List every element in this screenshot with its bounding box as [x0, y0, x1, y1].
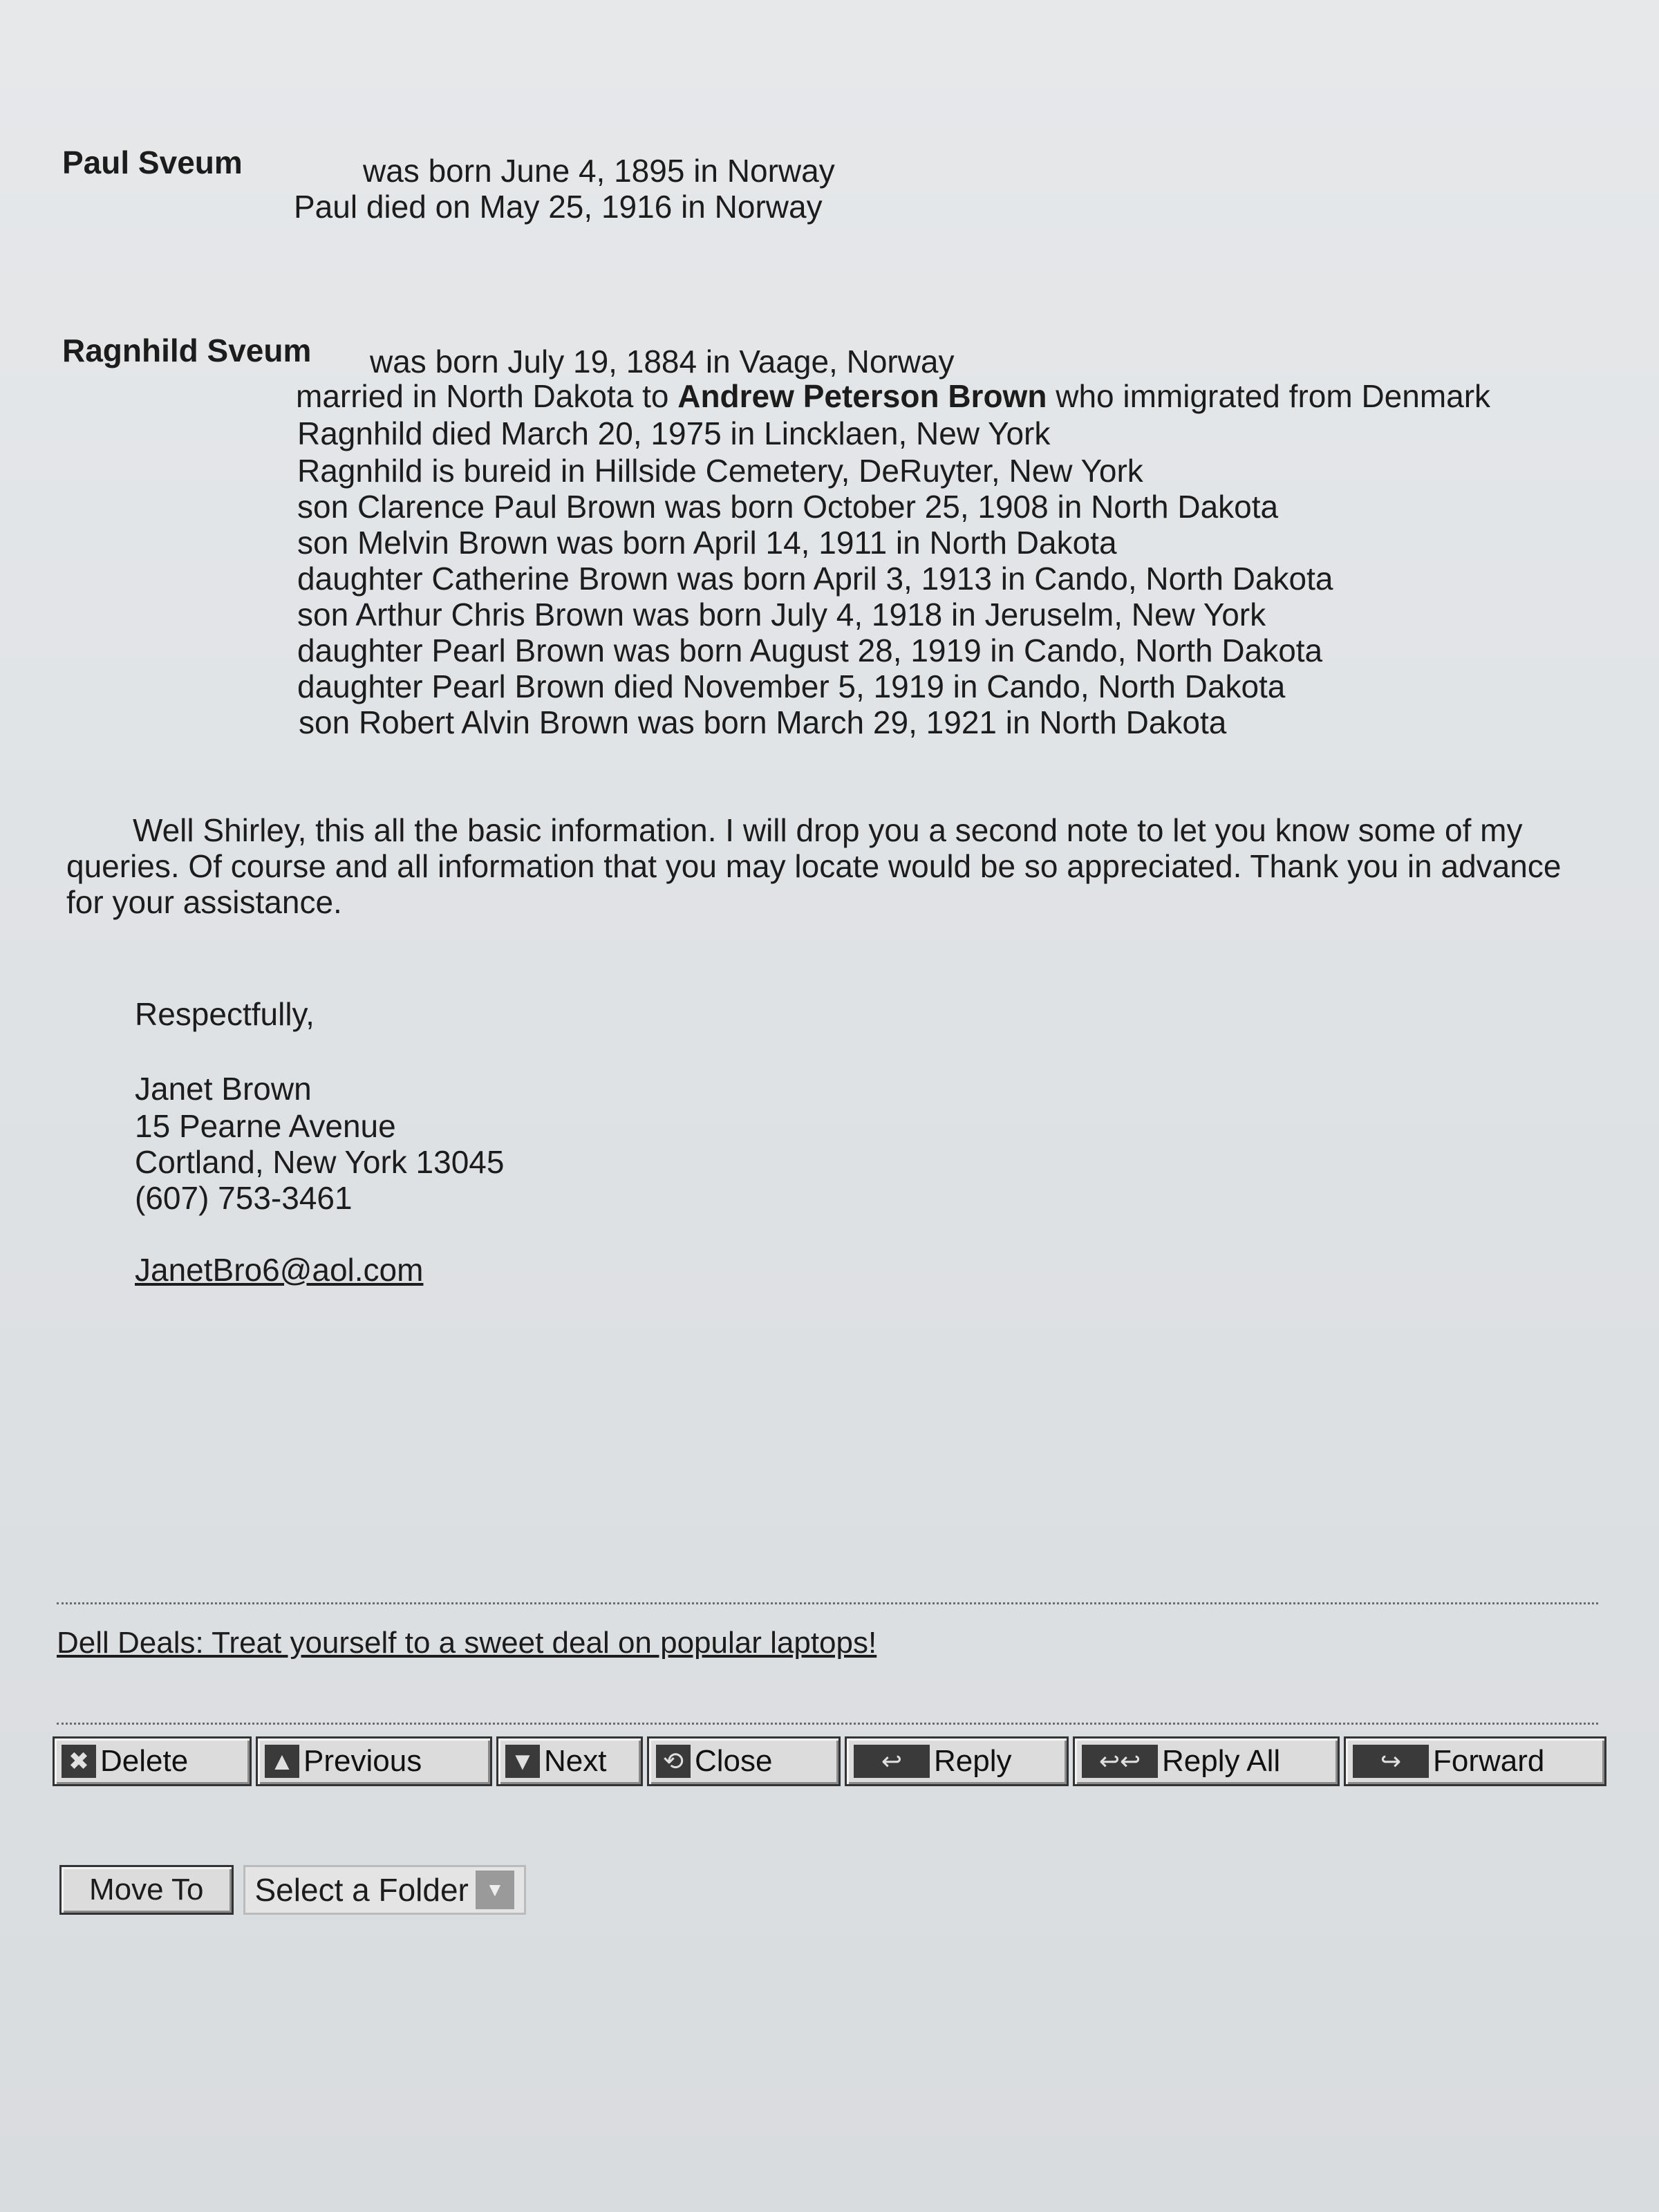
divider: [57, 1602, 1598, 1604]
previous-button-label: Previous: [303, 1744, 422, 1778]
up-arrow-icon: ▲: [265, 1745, 299, 1778]
ad-link[interactable]: Dell Deals: Treat yourself to a sweet deal on popular laptops!: [57, 1626, 877, 1660]
person-name-paul: Paul Sveum: [62, 144, 243, 180]
person-name-ragnhild: Ragnhild Sveum: [62, 332, 312, 368]
forward-button[interactable]: [1344, 1736, 1606, 1786]
close-button[interactable]: [647, 1736, 841, 1786]
reply-arrow-icon: ↩: [854, 1745, 930, 1778]
married-suffix: who immigrated from Denmark: [1056, 378, 1491, 414]
forward-arrow-icon: ↪: [1353, 1745, 1429, 1778]
ragnhild-detail-line: son Arthur Chris Brown was born July 4, 1918 in Jeruselm, New York: [297, 597, 1266, 632]
divider: [57, 1723, 1598, 1725]
dropdown-arrow-icon: ▼: [476, 1871, 514, 1909]
message-paragraph: [66, 812, 1601, 920]
ragnhild-born-line: was born July 19, 1884 in Vaage, Norway: [370, 344, 955, 379]
message-text: Well Shirley, this all the basic information. I will drop you a second note to let you know some of my queries. Of course and all information that you may locate would be so appreciated. Thank you in advance for your assistance.: [66, 812, 1562, 920]
next-button-label: Next: [544, 1744, 607, 1778]
signature-city: Cortland, New York 13045: [135, 1144, 505, 1180]
close-button-label: Close: [695, 1744, 773, 1778]
folder-select-value: Select a Folder: [254, 1872, 469, 1908]
previous-button[interactable]: [256, 1736, 492, 1786]
signature-name: Janet Brown: [135, 1071, 312, 1107]
move-to-button[interactable]: Move To: [59, 1865, 234, 1915]
folder-select[interactable]: [243, 1865, 526, 1915]
married-prefix: married in North Dakota to: [296, 378, 669, 414]
forward-button-label: Forward: [1433, 1744, 1545, 1778]
ragnhild-detail-line: Ragnhild is bureid in Hillside Cemetery, DeRuyter, New York: [297, 453, 1143, 489]
signature-phone: (607) 753-3461: [135, 1180, 353, 1216]
paul-died-line: Paul died on May 25, 1916 in Norway: [294, 189, 823, 225]
delete-button[interactable]: [53, 1736, 252, 1786]
reply-button[interactable]: [845, 1736, 1069, 1786]
reply-all-button-label: Reply All: [1162, 1744, 1281, 1778]
ragnhild-detail-line: son Melvin Brown was born April 14, 1911 in North Dakota: [297, 525, 1117, 561]
close-window-icon: ⟲: [656, 1745, 691, 1778]
ragnhild-detail-line: son Robert Alvin Brown was born March 29, 1921 in North Dakota: [299, 704, 1227, 740]
move-to-bar: [59, 1865, 526, 1915]
ragnhild-detail-line: daughter Pearl Brown was born August 28, 1919 in Cando, North Dakota: [297, 632, 1323, 668]
delete-button-label: Delete: [100, 1744, 189, 1778]
next-button[interactable]: [496, 1736, 643, 1786]
ragnhild-detail-line: daughter Catherine Brown was born April 3, 1913 in Cando, North Dakota: [297, 561, 1333, 597]
ragnhild-detail-line: Ragnhild died March 20, 1975 in Lincklaen, New York: [297, 415, 1051, 451]
signature-email-link[interactable]: JanetBro6@aol.com: [135, 1252, 424, 1288]
ragnhild-married-line: [296, 377, 1490, 415]
paul-born-line: was born June 4, 1895 in Norway: [363, 153, 835, 189]
reply-all-arrow-icon: ↩↩: [1082, 1745, 1158, 1778]
message-toolbar: [53, 1736, 1606, 1796]
closing: Respectfully,: [135, 996, 315, 1032]
reply-all-button[interactable]: [1073, 1736, 1340, 1786]
reply-button-label: Reply: [934, 1744, 1012, 1778]
down-arrow-icon: ▼: [505, 1745, 540, 1778]
x-icon: ✖: [62, 1745, 96, 1778]
ragnhild-detail-line: son Clarence Paul Brown was born October 25, 1908 in North Dakota: [297, 489, 1279, 525]
spouse-name: Andrew Peterson Brown: [677, 378, 1047, 414]
signature-street: 15 Pearne Avenue: [135, 1108, 396, 1144]
ragnhild-detail-line: daughter Pearl Brown died November 5, 1919 in Cando, North Dakota: [297, 668, 1286, 704]
